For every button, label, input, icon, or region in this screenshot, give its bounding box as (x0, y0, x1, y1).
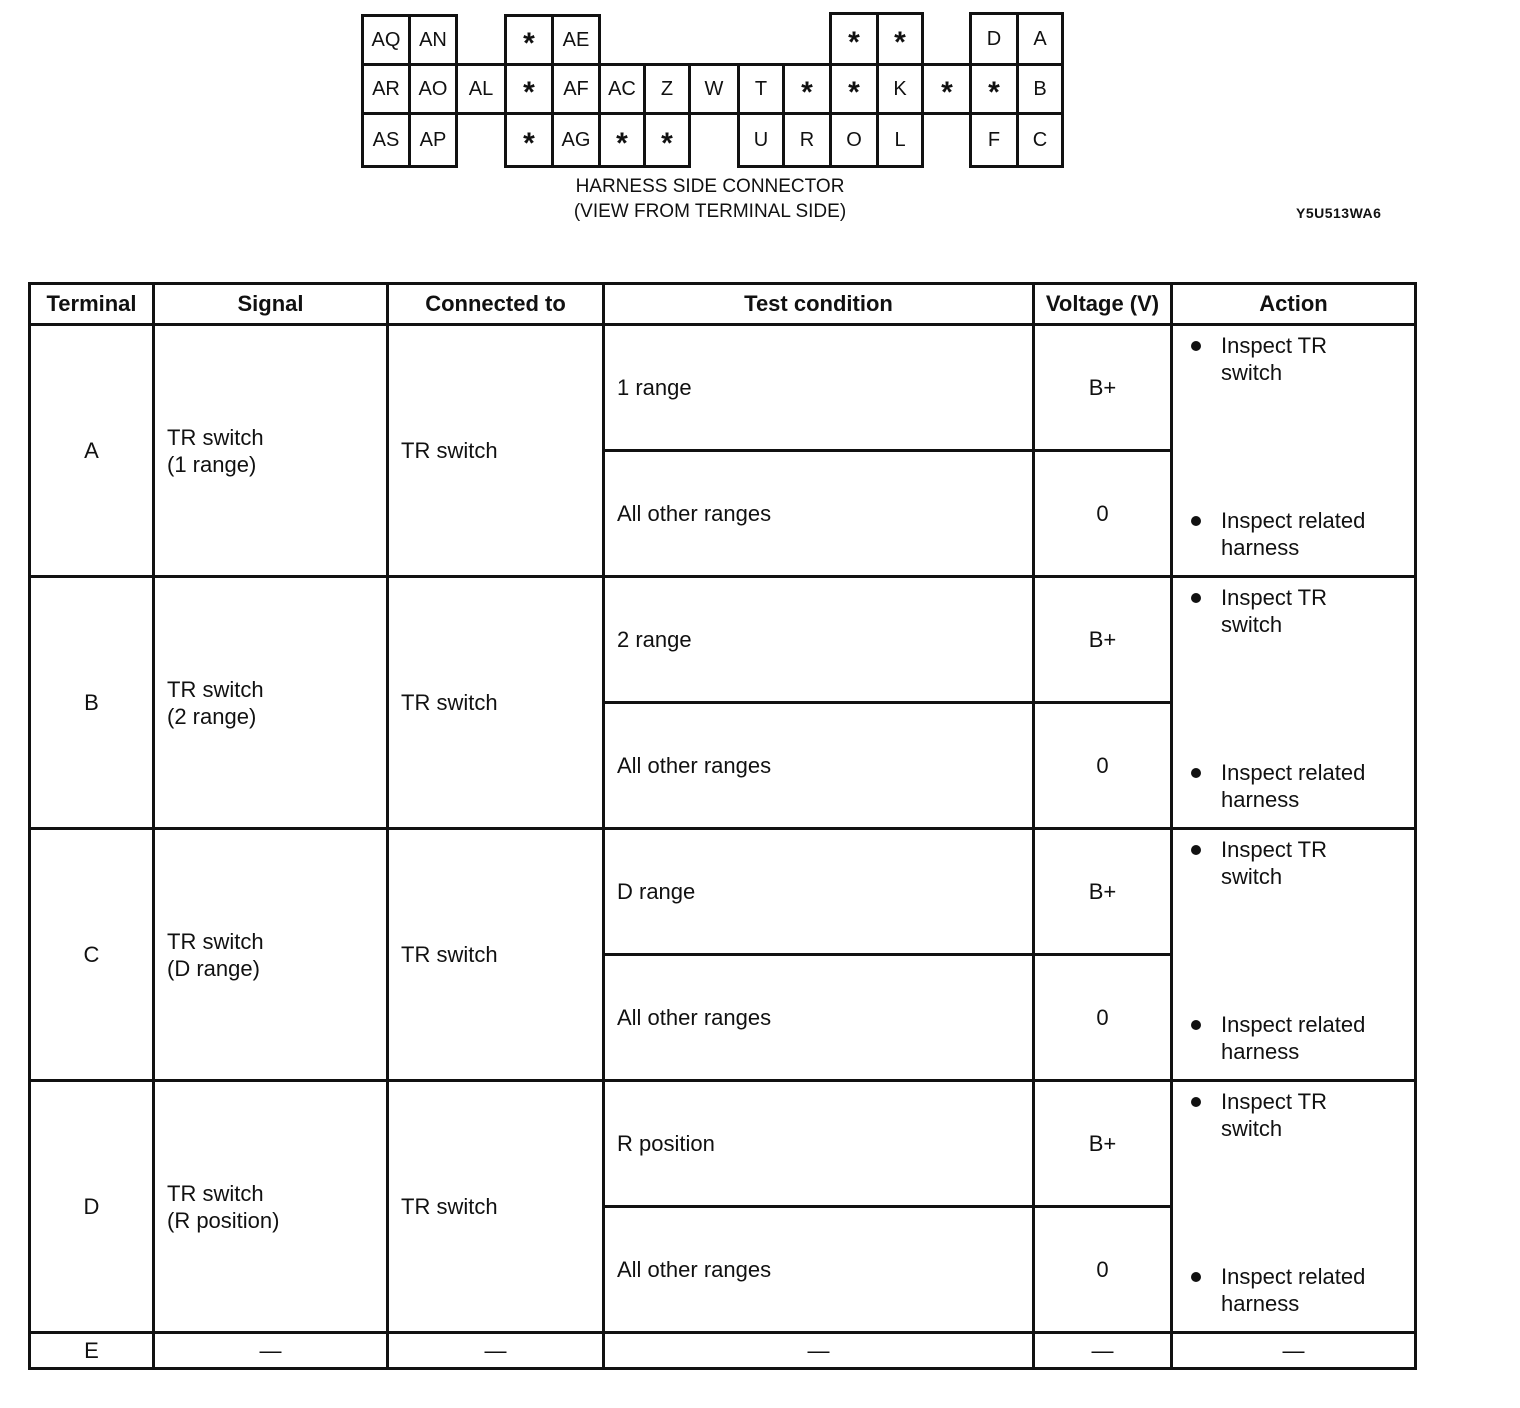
action-item (1191, 1088, 1327, 1142)
pin-AP: AP (408, 112, 458, 168)
action-text: switch (1221, 360, 1283, 385)
voltage-cell: 0 (1034, 955, 1172, 1081)
pin-blank: * (504, 14, 554, 66)
action-cell (1172, 325, 1416, 577)
action-text: switch (1221, 612, 1283, 637)
caption-line-1: HARNESS SIDE CONNECTOR (575, 176, 845, 197)
pin-AS: AS (361, 112, 411, 168)
signal-cell: — (154, 1333, 388, 1369)
action-item (1191, 332, 1327, 386)
pin-blank: * (921, 63, 973, 115)
test-condition-cell: All other ranges (604, 703, 1034, 829)
action-item (1191, 836, 1327, 890)
action-text: switch (1221, 864, 1283, 889)
action-text: harness (1221, 1039, 1300, 1064)
action-text: switch (1221, 1116, 1283, 1141)
header-action: Action (1172, 284, 1416, 325)
pin-blank: * (829, 12, 879, 66)
action-text: harness (1221, 1291, 1300, 1316)
action-cell (1172, 1081, 1416, 1333)
signal-cell (154, 829, 388, 1081)
pin-AG: AG (551, 112, 601, 168)
pin-AO: AO (408, 63, 458, 115)
action-item (1191, 1011, 1365, 1065)
bullet-icon (1191, 1272, 1201, 1282)
caption-line-2: (VIEW FROM TERMINAL SIDE) (573, 201, 847, 222)
table-row (30, 1081, 1416, 1207)
action-text: Inspect related (1221, 760, 1366, 785)
test-condition-cell: R position (604, 1081, 1034, 1207)
pin-blank: * (504, 112, 554, 168)
connected-to-cell: TR switch (388, 829, 604, 1081)
action-text: Inspect related (1221, 1012, 1366, 1037)
bullet-icon (1191, 1097, 1201, 1107)
signal-line-1: TR switch (167, 1180, 264, 1206)
action-text: harness (1221, 787, 1300, 812)
table-row (30, 577, 1416, 703)
pin-AF: AF (551, 63, 601, 115)
action-cell: — (1172, 1333, 1416, 1369)
connector-caption (540, 174, 880, 224)
pin-blank: * (598, 112, 646, 168)
signal-line-2: (D range) (167, 955, 260, 981)
terminal-cell: A (30, 325, 154, 577)
test-condition-cell: All other ranges (604, 1207, 1034, 1333)
action-item (1191, 507, 1365, 561)
pin-F: F (969, 112, 1019, 168)
action-text: Inspect TR (1221, 333, 1327, 358)
signal-line-2: (R position) (167, 1207, 280, 1233)
pin-K: K (876, 63, 924, 115)
bullet-icon (1191, 845, 1201, 855)
pin-O: O (829, 112, 879, 168)
header-connected-to: Connected to (388, 284, 604, 325)
connected-to-cell: — (388, 1333, 604, 1369)
header-voltage: Voltage (V) (1034, 284, 1172, 325)
voltage-cell: B+ (1034, 829, 1172, 955)
signal-cell (154, 1081, 388, 1333)
action-item (1191, 1263, 1365, 1317)
test-condition-cell: All other ranges (604, 955, 1034, 1081)
table-row (30, 1333, 1416, 1369)
pin-blank: * (504, 63, 554, 115)
voltage-cell: 0 (1034, 1207, 1172, 1333)
terminal-inspection-table (28, 282, 1414, 1370)
pin-AR: AR (361, 63, 411, 115)
bullet-icon (1191, 593, 1201, 603)
terminal-cell: E (30, 1333, 154, 1369)
voltage-cell: 0 (1034, 451, 1172, 577)
pin-blank: * (643, 112, 691, 168)
terminal-cell: D (30, 1081, 154, 1333)
action-text: Inspect TR (1221, 1089, 1327, 1114)
test-condition-cell: 2 range (604, 577, 1034, 703)
header-row (30, 284, 1416, 325)
action-cell (1172, 577, 1416, 829)
action-item (1191, 584, 1327, 638)
bullet-icon (1191, 1020, 1201, 1030)
voltage-cell: — (1034, 1333, 1172, 1369)
pin-blank: * (782, 63, 832, 115)
table-row (30, 829, 1416, 955)
figure-code: Y5U513WA6 (1296, 205, 1382, 221)
pin-AE: AE (551, 14, 601, 66)
table-row (30, 325, 1416, 451)
pin-D: D (969, 12, 1019, 66)
pin-C: C (1016, 112, 1064, 168)
voltage-cell: B+ (1034, 1081, 1172, 1207)
signal-line-1: TR switch (167, 928, 264, 954)
test-condition-cell: — (604, 1333, 1034, 1369)
connected-to-cell: TR switch (388, 325, 604, 577)
terminal-cell: B (30, 577, 154, 829)
pin-AL: AL (455, 63, 507, 115)
pin-L: L (876, 112, 924, 168)
test-condition-cell: All other ranges (604, 451, 1034, 577)
terminal-cell: C (30, 829, 154, 1081)
action-text: Inspect TR (1221, 585, 1327, 610)
pin-A: A (1016, 12, 1064, 66)
connected-to-cell: TR switch (388, 1081, 604, 1333)
pin-AC: AC (598, 63, 646, 115)
bullet-icon (1191, 341, 1201, 351)
signal-cell (154, 325, 388, 577)
signal-line-2: (2 range) (167, 703, 257, 729)
pin-AQ: AQ (361, 14, 411, 66)
bullet-icon (1191, 516, 1201, 526)
signal-line-1: TR switch (167, 676, 264, 702)
test-condition-cell: D range (604, 829, 1034, 955)
pin-blank: * (829, 63, 879, 115)
pin-T: T (737, 63, 785, 115)
action-item (1191, 759, 1365, 813)
action-cell (1172, 829, 1416, 1081)
pin-Z: Z (643, 63, 691, 115)
action-text: Inspect related (1221, 1264, 1366, 1289)
pin-B: B (1016, 63, 1064, 115)
action-text: harness (1221, 535, 1300, 560)
bullet-icon (1191, 768, 1201, 778)
pin-U: U (737, 112, 785, 168)
pin-blank: * (876, 12, 924, 66)
pin-AN: AN (408, 14, 458, 66)
signal-line-1: TR switch (167, 424, 264, 450)
pin-R: R (782, 112, 832, 168)
header-terminal: Terminal (30, 284, 154, 325)
action-text: Inspect related (1221, 508, 1366, 533)
header-signal: Signal (154, 284, 388, 325)
voltage-cell: 0 (1034, 703, 1172, 829)
connected-to-cell: TR switch (388, 577, 604, 829)
pin-blank: * (969, 63, 1019, 115)
signal-line-2: (1 range) (167, 451, 257, 477)
voltage-cell: B+ (1034, 325, 1172, 451)
test-condition-cell: 1 range (604, 325, 1034, 451)
header-test-condition: Test condition (604, 284, 1034, 325)
harness-connector-diagram (355, 8, 1075, 178)
signal-cell (154, 577, 388, 829)
voltage-cell: B+ (1034, 577, 1172, 703)
pin-W: W (688, 63, 740, 115)
action-text: Inspect TR (1221, 837, 1327, 862)
